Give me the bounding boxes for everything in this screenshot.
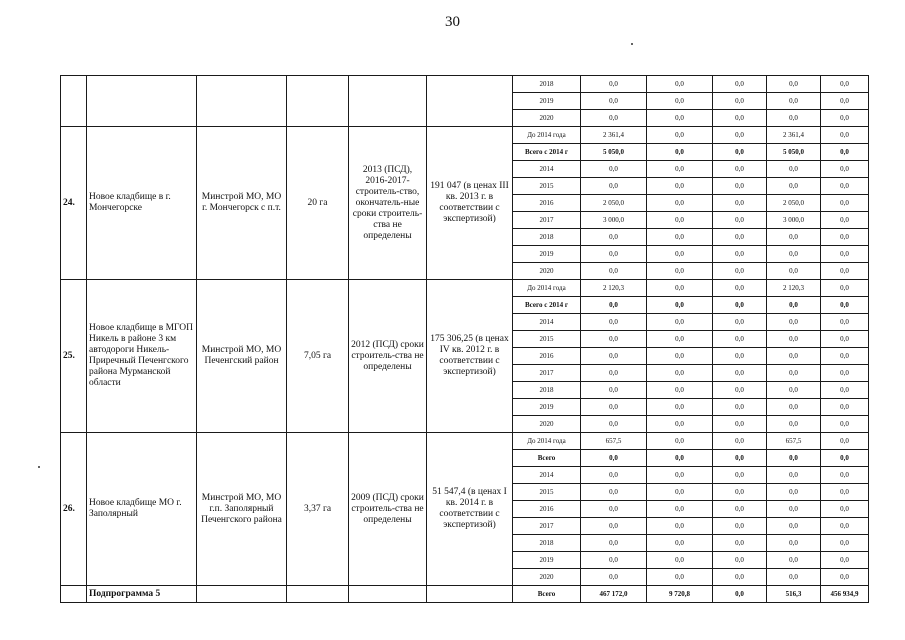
value-cell: 0,0 <box>821 450 869 467</box>
subtotal-value-cell: 0,0 <box>713 586 767 603</box>
value-cell: 0,0 <box>821 535 869 552</box>
subtotal-cost-cell <box>427 586 513 603</box>
value-cell: 0,0 <box>581 399 647 416</box>
program-table <box>60 75 869 603</box>
year-cell: 2018 <box>513 535 581 552</box>
subtotal-value-cell: 9 720,8 <box>647 586 713 603</box>
year-cell: 2020 <box>513 416 581 433</box>
value-cell: 0,0 <box>821 246 869 263</box>
value-cell: 0,0 <box>647 484 713 501</box>
value-cell: 0,0 <box>767 314 821 331</box>
value-cell: 0,0 <box>821 484 869 501</box>
year-cell: 2017 <box>513 518 581 535</box>
subtotal-label: Подпрограмма 5 <box>87 586 197 603</box>
value-cell: 0,0 <box>581 484 647 501</box>
value-cell: 0,0 <box>821 501 869 518</box>
year-cell: 2019 <box>513 246 581 263</box>
value-cell: 0,0 <box>821 178 869 195</box>
cost-cell <box>427 76 513 127</box>
value-cell: 0,0 <box>647 178 713 195</box>
value-cell: 0,0 <box>767 416 821 433</box>
value-cell: 0,0 <box>713 501 767 518</box>
value-cell: 0,0 <box>713 314 767 331</box>
value-cell: 0,0 <box>713 195 767 212</box>
value-cell: 0,0 <box>713 399 767 416</box>
year-cell: До 2014 года <box>513 127 581 144</box>
year-cell: 2016 <box>513 348 581 365</box>
item-customer: Минстрой МО, МО г.п. Заполярный Печенгского района <box>197 433 287 586</box>
value-cell: 0,0 <box>647 450 713 467</box>
value-cell: 0,0 <box>767 246 821 263</box>
value-cell: 0,0 <box>767 399 821 416</box>
table-row <box>61 127 869 144</box>
value-cell: 0,0 <box>767 450 821 467</box>
value-cell: 0,0 <box>821 331 869 348</box>
subtotal-row <box>61 586 869 603</box>
value-cell: 0,0 <box>713 467 767 484</box>
value-cell: 0,0 <box>821 569 869 586</box>
value-cell: 0,0 <box>647 399 713 416</box>
value-cell: 2 361,4 <box>581 127 647 144</box>
table-row <box>61 280 869 297</box>
value-cell: 0,0 <box>713 365 767 382</box>
year-cell: 2014 <box>513 314 581 331</box>
value-cell: 0,0 <box>821 399 869 416</box>
value-cell: 0,0 <box>821 212 869 229</box>
area-cell <box>287 76 349 127</box>
value-cell: 657,5 <box>581 433 647 450</box>
term-cell <box>349 76 427 127</box>
value-cell: 0,0 <box>767 535 821 552</box>
subtotal-term-cell <box>349 586 427 603</box>
value-cell: 2 120,3 <box>581 280 647 297</box>
value-cell: 0,0 <box>647 229 713 246</box>
value-cell: 0,0 <box>713 144 767 161</box>
value-cell: 0,0 <box>581 416 647 433</box>
value-cell: 0,0 <box>647 365 713 382</box>
value-cell: 0,0 <box>647 280 713 297</box>
value-cell: 0,0 <box>821 280 869 297</box>
value-cell: 5 050,0 <box>767 144 821 161</box>
value-cell: 0,0 <box>581 110 647 127</box>
value-cell: 0,0 <box>821 76 869 93</box>
value-cell: 0,0 <box>581 331 647 348</box>
value-cell: 0,0 <box>821 144 869 161</box>
value-cell: 0,0 <box>647 127 713 144</box>
value-cell: 0,0 <box>713 331 767 348</box>
value-cell: 0,0 <box>713 280 767 297</box>
value-cell: 0,0 <box>581 382 647 399</box>
value-cell: 0,0 <box>821 382 869 399</box>
year-cell: 2015 <box>513 484 581 501</box>
value-cell: 0,0 <box>713 229 767 246</box>
scan-speck <box>38 466 40 468</box>
value-cell: 0,0 <box>581 314 647 331</box>
year-cell: 2017 <box>513 212 581 229</box>
item-number: 24. <box>61 127 87 280</box>
subtotal-year-cell: Всего <box>513 586 581 603</box>
year-cell: 2020 <box>513 263 581 280</box>
value-cell: 0,0 <box>767 76 821 93</box>
subtotal-area-cell <box>287 586 349 603</box>
value-cell: 0,0 <box>713 450 767 467</box>
value-cell: 0,0 <box>821 365 869 382</box>
value-cell: 3 000,0 <box>581 212 647 229</box>
year-cell: Всего <box>513 450 581 467</box>
value-cell: 0,0 <box>713 127 767 144</box>
value-cell: 0,0 <box>713 433 767 450</box>
value-cell: 0,0 <box>647 535 713 552</box>
item-name: Новое кладбище в г. Мончегорске <box>87 127 197 280</box>
value-cell: 0,0 <box>767 552 821 569</box>
value-cell: 0,0 <box>821 518 869 535</box>
value-cell: 0,0 <box>767 229 821 246</box>
value-cell: 0,0 <box>713 246 767 263</box>
value-cell: 0,0 <box>647 518 713 535</box>
value-cell: 0,0 <box>767 467 821 484</box>
value-cell: 0,0 <box>821 467 869 484</box>
value-cell: 0,0 <box>713 348 767 365</box>
year-cell: 2015 <box>513 331 581 348</box>
value-cell: 0,0 <box>767 331 821 348</box>
value-cell: 0,0 <box>647 76 713 93</box>
value-cell: 0,0 <box>767 365 821 382</box>
value-cell: 0,0 <box>821 263 869 280</box>
value-cell: 0,0 <box>767 297 821 314</box>
item-number: 25. <box>61 280 87 433</box>
year-cell: 2019 <box>513 552 581 569</box>
item-cost: 175 306,25 (в ценах IV кв. 2012 г. в соответствии с экспертизой) <box>427 280 513 433</box>
scan-speck <box>631 43 633 45</box>
value-cell: 0,0 <box>821 110 869 127</box>
value-cell: 0,0 <box>581 450 647 467</box>
year-cell: 2014 <box>513 467 581 484</box>
item-cost: 51 547,4 (в ценах I кв. 2014 г. в соответствии с экспертизой) <box>427 433 513 586</box>
value-cell: 0,0 <box>821 297 869 314</box>
value-cell: 657,5 <box>767 433 821 450</box>
item-number: 26. <box>61 433 87 586</box>
value-cell: 0,0 <box>581 518 647 535</box>
value-cell: 0,0 <box>713 76 767 93</box>
value-cell: 0,0 <box>647 161 713 178</box>
value-cell: 0,0 <box>821 416 869 433</box>
year-cell: 2014 <box>513 161 581 178</box>
value-cell: 5 050,0 <box>581 144 647 161</box>
value-cell: 0,0 <box>713 416 767 433</box>
year-cell: 2016 <box>513 501 581 518</box>
value-cell: 0,0 <box>581 569 647 586</box>
year-cell: 2016 <box>513 195 581 212</box>
value-cell: 0,0 <box>821 229 869 246</box>
value-cell: 0,0 <box>821 314 869 331</box>
value-cell: 0,0 <box>767 484 821 501</box>
value-cell: 0,0 <box>767 263 821 280</box>
value-cell: 0,0 <box>647 144 713 161</box>
value-cell: 0,0 <box>713 178 767 195</box>
item-area: 20 га <box>287 127 349 280</box>
value-cell: 0,0 <box>581 178 647 195</box>
value-cell: 0,0 <box>581 348 647 365</box>
item-term: 2009 (ПСД) сроки строитель-ства не определены <box>349 433 427 586</box>
value-cell: 0,0 <box>821 348 869 365</box>
year-cell: 2017 <box>513 365 581 382</box>
value-cell: 0,0 <box>821 127 869 144</box>
year-cell: Всего с 2014 г <box>513 297 581 314</box>
year-cell: До 2014 года <box>513 433 581 450</box>
item-name: Новое кладбище в МГОП Никель в районе 3 км автодороги Никель-Приречный Печенгского района Мурманской области <box>87 280 197 433</box>
year-cell: Всего с 2014 г <box>513 144 581 161</box>
subtotal-customer-cell <box>197 586 287 603</box>
value-cell: 0,0 <box>767 382 821 399</box>
value-cell: 0,0 <box>713 535 767 552</box>
year-cell: 2018 <box>513 229 581 246</box>
value-cell: 0,0 <box>713 212 767 229</box>
value-cell: 0,0 <box>647 348 713 365</box>
page-number: 30 <box>445 14 460 30</box>
value-cell: 0,0 <box>647 110 713 127</box>
name-cell <box>87 76 197 127</box>
value-cell: 0,0 <box>647 467 713 484</box>
item-name: Новое кладбище МО г. Заполярный <box>87 433 197 586</box>
year-cell: 2020 <box>513 569 581 586</box>
value-cell: 0,0 <box>581 229 647 246</box>
value-cell: 2 050,0 <box>767 195 821 212</box>
item-customer: Минстрой МО, МО г. Мончегорск с п.т. <box>197 127 287 280</box>
value-cell: 0,0 <box>647 195 713 212</box>
value-cell: 0,0 <box>581 297 647 314</box>
value-cell: 0,0 <box>713 382 767 399</box>
value-cell: 0,0 <box>767 178 821 195</box>
value-cell: 0,0 <box>581 93 647 110</box>
value-cell: 0,0 <box>713 263 767 280</box>
value-cell: 2 120,3 <box>767 280 821 297</box>
value-cell: 0,0 <box>767 161 821 178</box>
value-cell: 0,0 <box>767 110 821 127</box>
subtotal-value-cell: 516,3 <box>767 586 821 603</box>
value-cell: 3 000,0 <box>767 212 821 229</box>
value-cell: 0,0 <box>581 246 647 263</box>
value-cell: 0,0 <box>581 501 647 518</box>
item-term: 2012 (ПСД) сроки строитель-ства не определены <box>349 280 427 433</box>
value-cell: 0,0 <box>821 93 869 110</box>
value-cell: 0,0 <box>581 535 647 552</box>
value-cell: 0,0 <box>581 161 647 178</box>
value-cell: 0,0 <box>647 246 713 263</box>
value-cell: 2 361,4 <box>767 127 821 144</box>
value-cell: 0,0 <box>713 110 767 127</box>
value-cell: 0,0 <box>581 263 647 280</box>
value-cell: 0,0 <box>821 433 869 450</box>
value-cell: 0,0 <box>647 416 713 433</box>
customer-cell <box>197 76 287 127</box>
value-cell: 0,0 <box>767 569 821 586</box>
subtotal-value-cell: 467 172,0 <box>581 586 647 603</box>
year-cell: 2015 <box>513 178 581 195</box>
table-body <box>61 76 869 603</box>
value-cell: 0,0 <box>647 331 713 348</box>
value-cell: 0,0 <box>647 263 713 280</box>
value-cell: 0,0 <box>647 569 713 586</box>
value-cell: 0,0 <box>581 552 647 569</box>
item-area: 3,37 га <box>287 433 349 586</box>
value-cell: 0,0 <box>713 569 767 586</box>
value-cell: 0,0 <box>713 484 767 501</box>
number-cell <box>61 76 87 127</box>
subtotal-value-cell: 456 934,9 <box>821 586 869 603</box>
item-term: 2013 (ПСД), 2016-2017-строитель-ство, окончатель-ные сроки строитель-ства не определены <box>349 127 427 280</box>
subtotal-number-cell <box>61 586 87 603</box>
value-cell: 0,0 <box>647 93 713 110</box>
table-row <box>61 433 869 450</box>
value-cell: 0,0 <box>767 93 821 110</box>
value-cell: 0,0 <box>821 195 869 212</box>
value-cell: 0,0 <box>713 93 767 110</box>
value-cell: 0,0 <box>767 501 821 518</box>
year-cell: 2018 <box>513 76 581 93</box>
value-cell: 0,0 <box>713 161 767 178</box>
value-cell: 0,0 <box>647 433 713 450</box>
value-cell: 2 050,0 <box>581 195 647 212</box>
table-row <box>61 76 869 93</box>
value-cell: 0,0 <box>647 552 713 569</box>
year-cell: 2018 <box>513 382 581 399</box>
item-cost: 191 047 (в ценах III кв. 2013 г. в соответствии с экспертизой) <box>427 127 513 280</box>
value-cell: 0,0 <box>647 212 713 229</box>
value-cell: 0,0 <box>767 348 821 365</box>
value-cell: 0,0 <box>581 76 647 93</box>
value-cell: 0,0 <box>713 518 767 535</box>
year-cell: До 2014 года <box>513 280 581 297</box>
value-cell: 0,0 <box>821 161 869 178</box>
value-cell: 0,0 <box>647 297 713 314</box>
value-cell: 0,0 <box>821 552 869 569</box>
value-cell: 0,0 <box>581 365 647 382</box>
value-cell: 0,0 <box>713 552 767 569</box>
value-cell: 0,0 <box>647 314 713 331</box>
year-cell: 2019 <box>513 93 581 110</box>
year-cell: 2019 <box>513 399 581 416</box>
value-cell: 0,0 <box>581 467 647 484</box>
item-area: 7,05 га <box>287 280 349 433</box>
value-cell: 0,0 <box>713 297 767 314</box>
year-cell: 2020 <box>513 110 581 127</box>
value-cell: 0,0 <box>767 518 821 535</box>
value-cell: 0,0 <box>647 382 713 399</box>
value-cell: 0,0 <box>647 501 713 518</box>
item-customer: Минстрой МО, МО Печенгский район <box>197 280 287 433</box>
